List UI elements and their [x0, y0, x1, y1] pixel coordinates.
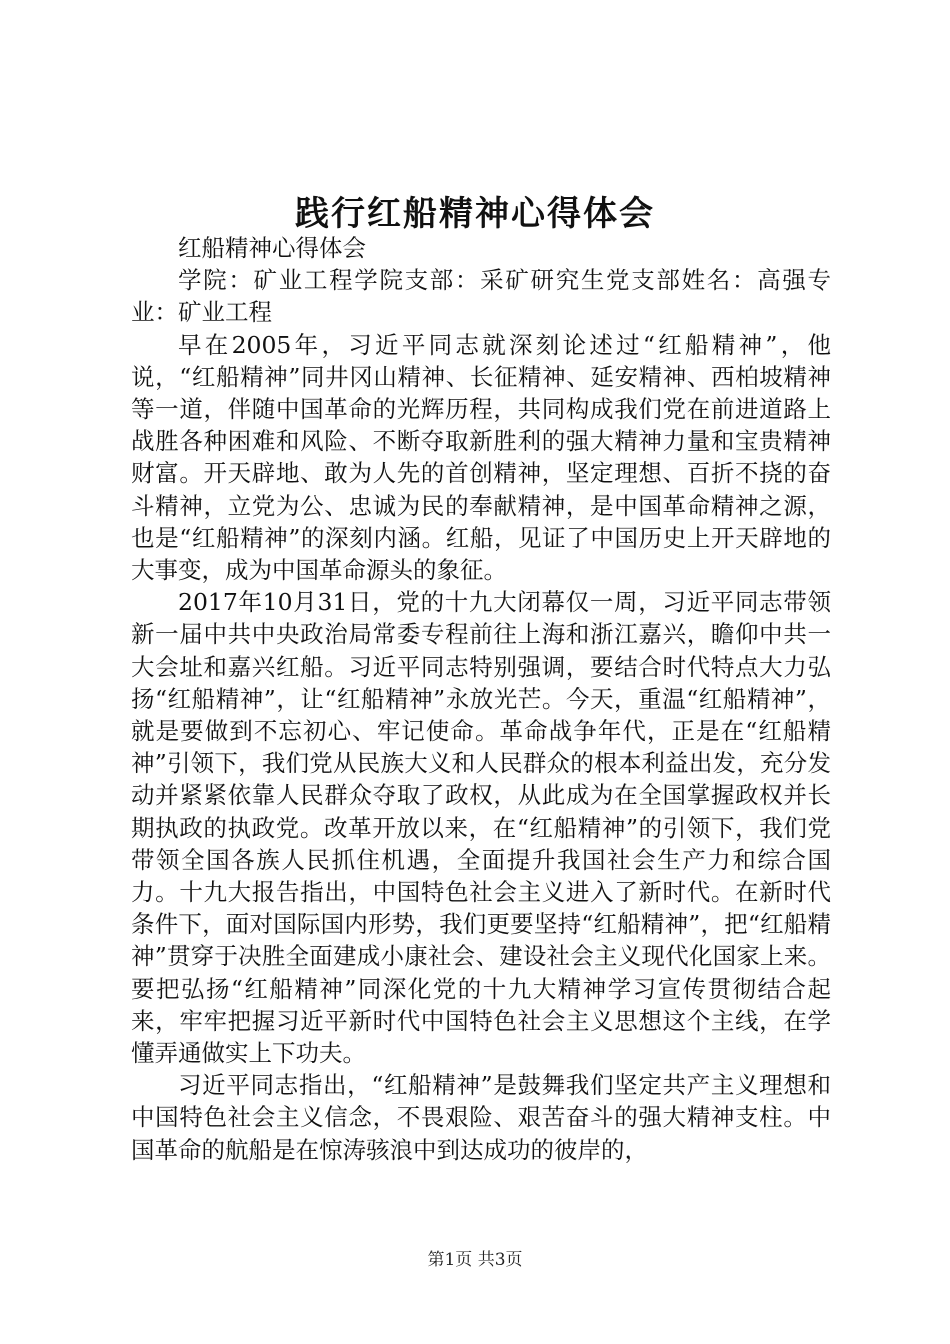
page-number-footer: 第1页 共3页 — [427, 1250, 523, 1270]
page-title: 践行红船精神心得体会 — [295, 194, 655, 234]
paragraph-3: 习近平同志指出，“红船精神”是鼓舞我们坚定共产主义理想和中国特色社会主义信念，不畏艰险、艰苦奋斗的强大精神支柱。中国革命的航船是在惊涛骇浪中到达成功的彼岸的， — [131, 1071, 831, 1164]
paragraph-2: 2017年10月31日，党的十九大闭幕仅一周，习近平同志带领新一届中共中央政治局常委专程前往上海和浙江嘉兴，瞻仰中共一大会址和嘉兴红船。习近平同志特别强调，要结合时代特点大力弘扬“红船精神”，让“红船精神”永放光芒。今天，重温“红船精神”，就是要做到不忘初心、牢记使命。革命战争年代，正是在“红船精神”引领下，我们党从民族大义和人民群众的根本利益出发，充分发动并紧紧依靠人民群众夺取了政权，从此成为在全国掌握政权并长期执政的执政党。改革开放以来，在“红船精神”的引领下，我们党带领全国各族人民抓住机遇，全面提升我国社会生产力和综合国力。十九大报告指出，中国特色社会主义进入了新时代。在新时代条件下，面对国际国内形势，我们更要坚持“红船精神”，把“红船精神”贯穿于决胜全面建成小康社会、建设社会主义现代化国家上来。要把弘扬“红船精神”同深化党的十九大精神学习宣传贯彻结合起来，牢牢把握习近平新时代中国特色社会主义思想这个主线，在学懂弄通做实上下功夫。 — [131, 588, 831, 1068]
paragraph-1: 早在2005年，习近平同志就深刻论述过“红船精神”，他说，“红船精神”同井冈山精神、长征精神、延安精神、西柏坡精神等一道，伴随中国革命的光辉历程，共同构成我们党在前进道路上战胜各种困难和风险、不断夺取新胜利的强大精神力量和宝贵精神财富。开天辟地、敢为人先的首创精神，坚定理想、百折不挠的奋斗精神，立党为公、忠诚为民的奉献精神，是中国革命精神之源，也是“红船精神”的深刻内涵。红船，见证了中国历史上开天辟地的大事变，成为中国革命源头的象征。 — [131, 330, 831, 585]
document-body — [131, 232, 831, 1166]
author-info: 学院：矿业工程学院支部：采矿研究生党支部姓名：高强专业：矿业工程 — [131, 266, 831, 327]
document-subtitle: 红船精神心得体会 — [178, 234, 366, 262]
